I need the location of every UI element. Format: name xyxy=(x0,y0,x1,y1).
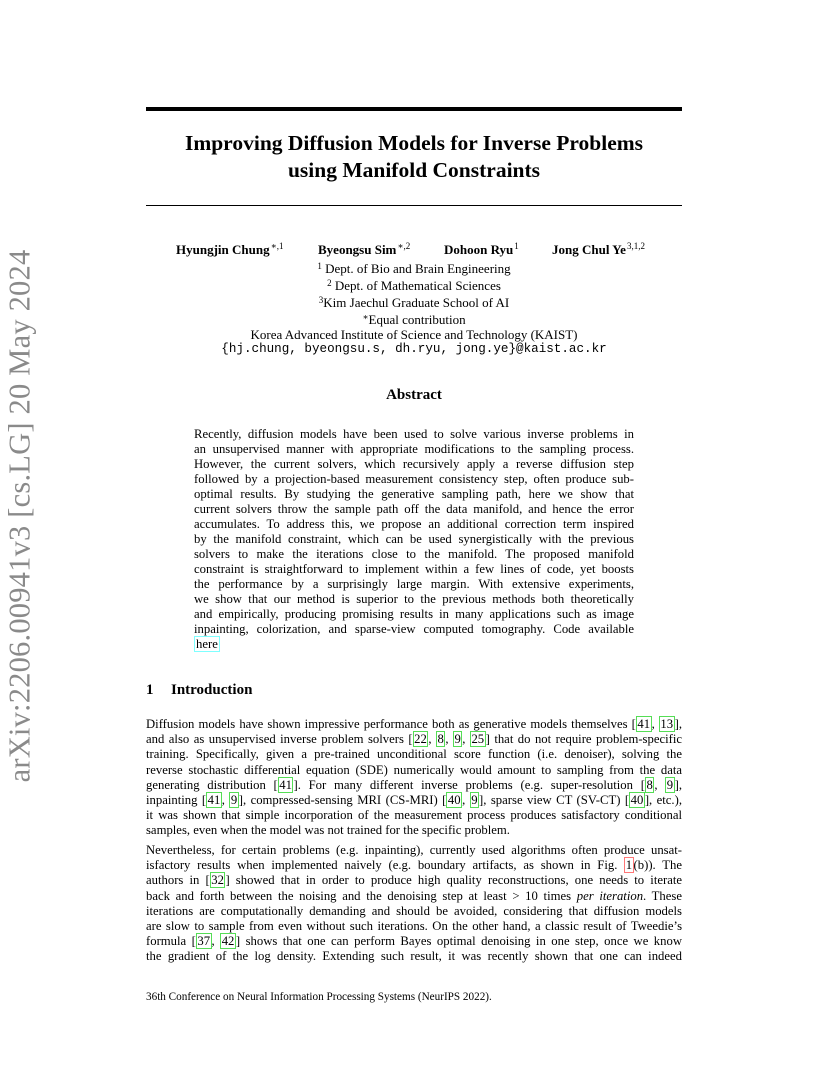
text-run: ], compressed-sensing MRI (CS-MRI) [ xyxy=(238,793,447,808)
citation-link[interactable]: 40 xyxy=(447,793,461,808)
author-list xyxy=(146,241,682,261)
author-2 xyxy=(318,241,410,258)
text-run: ], etc.), xyxy=(644,793,682,808)
affiliation-3 xyxy=(146,293,682,310)
abstract-line: constraint is straightforward to implement within a few lines of code, yet boosts xyxy=(194,562,634,576)
citation-link[interactable]: 13 xyxy=(660,717,674,731)
paper-title xyxy=(146,130,682,184)
citation-link[interactable]: 41 xyxy=(207,793,221,808)
affiliation-text: Dept. of Bio and Brain Engineering xyxy=(321,261,511,276)
citation-link[interactable]: 32 xyxy=(211,873,224,888)
abstract-line: the performance by a surprisingly large margin. With extensive experiments, xyxy=(194,577,634,591)
affiliation-text: Kim Jaechul Graduate School of AI xyxy=(323,295,510,310)
paragraph-line xyxy=(146,732,682,747)
paragraph-line: training. Specifically, given a pre-trained unconditional score function (i.e. denoiser), solving the xyxy=(146,747,682,762)
text-run: (b)). The xyxy=(633,858,683,873)
text-run: Diffusion models have shown impressive performance both as generative models themselves [ xyxy=(146,717,636,731)
section-number: 1 xyxy=(146,682,154,698)
author-4 xyxy=(552,241,645,258)
title-line-1: Improving Diffusion Models for Inverse Problems xyxy=(184,131,644,155)
citation-link[interactable]: 22 xyxy=(414,732,427,747)
abstract-line: current solvers throw the sample path off the data manifold, and hence the error xyxy=(194,502,634,516)
citation-link[interactable]: 41 xyxy=(279,777,292,792)
affiliation-marker: 1 xyxy=(317,261,322,271)
paragraph-line: it was shown that simple incorporation of the measurement process produces satisfactory conditional xyxy=(146,808,682,823)
paragraph-line xyxy=(146,858,682,873)
citation-link[interactable]: 41 xyxy=(637,717,651,731)
text-run: , xyxy=(428,732,436,747)
text-run: back and forth between the noising and the denoising step at least > 10 times xyxy=(146,888,577,903)
affiliation-text: Dept. of Mathematical Sciences xyxy=(331,278,501,293)
text-run: ], xyxy=(674,717,682,731)
affiliation-1 xyxy=(146,259,682,276)
title-line-2: using Manifold Constraints xyxy=(287,158,541,182)
abstract-line: inpainting, colorization, and sparse-view computed tomography. Code available xyxy=(194,622,634,636)
citation-link[interactable]: 9 xyxy=(666,777,674,792)
figure-reference-link[interactable]: 1 xyxy=(625,858,633,873)
affiliations xyxy=(146,259,682,357)
text-run: ] that do not require problem-specific xyxy=(485,732,682,747)
paragraph-line: iterations are computationally demanding and should be avoided, considering that diffusion models xyxy=(146,903,682,918)
citation-link[interactable]: 37 xyxy=(197,934,211,949)
affiliation-2 xyxy=(146,276,682,293)
author-marker: 1 xyxy=(514,241,519,251)
paragraph-line: Nevertheless, for certain problems (e.g. inpainting), currently used algorithms often produce unsat- xyxy=(146,843,682,857)
citation-link[interactable]: 8 xyxy=(646,777,653,792)
author-3 xyxy=(444,241,519,258)
citation-link[interactable]: 42 xyxy=(221,934,235,949)
abstract-line: solvers to make the iterations close to the manifold. The proposed manifold xyxy=(194,547,634,561)
text-run: , xyxy=(445,732,453,747)
citation-link[interactable]: 9 xyxy=(471,793,478,808)
text-run: , xyxy=(654,777,666,792)
text-run: , xyxy=(462,732,470,747)
text-run: inpainting [ xyxy=(146,793,207,808)
affiliation-text: Equal contribution xyxy=(368,312,466,327)
section-heading-introduction xyxy=(146,682,252,699)
paragraph-line xyxy=(146,778,682,793)
text-run: ]. For many different inverse problems (e.g. super-resolution [ xyxy=(293,777,645,792)
abstract-line: by the manifold constraint, which can be used synergistically with the previous xyxy=(194,532,634,546)
author-name: Dohoon Ryu xyxy=(444,242,514,257)
paragraph-line xyxy=(146,717,682,732)
abstract-last-line xyxy=(194,637,634,652)
paragraph-line: are slow to sample from even without such iterations. On the other hand, a classic result of Tweedie’s xyxy=(146,919,682,934)
code-link[interactable]: here xyxy=(196,637,218,651)
text-run: isfactory results when implemented naively (e.g. boundary artifacts, as shown in Fig. xyxy=(146,858,625,873)
text-run: ] showed that in order to produce high quality reconstructions, one needs to iterate xyxy=(225,873,682,888)
author-marker: 3,1,2 xyxy=(626,241,645,251)
author-1 xyxy=(176,241,283,258)
text-run: formula [ xyxy=(146,934,196,949)
affiliation-marker: 2 xyxy=(327,278,332,288)
abstract-line: accumulates. To address this, we propose an additional correction term inspired xyxy=(194,517,634,531)
abstract-line: and empirically, producing promising results in many applications such as image xyxy=(194,607,634,621)
citation-link[interactable]: 9 xyxy=(230,793,238,808)
abstract-line: an unsupervised manner with appropriate modifications to the sampling process. xyxy=(194,442,634,456)
paragraph-line: reverse stochastic differential equation (SDE) numerically would amount to sampling from the data xyxy=(146,762,682,777)
author-marker: ∗,2 xyxy=(397,241,411,251)
text-run: and also as unsupervised inverse problem solvers [ xyxy=(146,732,413,747)
abstract-line: we show that our method is superior to the previous methods both theoretically xyxy=(194,592,634,606)
paragraph-line xyxy=(146,934,682,949)
paragraph-line xyxy=(146,873,682,888)
text-run: . These xyxy=(643,888,682,903)
text-run: , xyxy=(651,717,659,731)
section-title: Introduction xyxy=(171,682,253,698)
paragraph-line xyxy=(146,889,682,904)
text-run: , xyxy=(462,793,470,808)
institute: Korea Advanced Institute of Science and Technology (KAIST) xyxy=(250,327,578,342)
text-run: authors in [ xyxy=(146,873,210,888)
author-name: Hyungjin Chung xyxy=(176,242,270,257)
text-run: , xyxy=(211,934,221,949)
abstract-line: followed by a projection-based measurement consistency step, often produce sub- xyxy=(194,472,634,486)
abstract-line: However, the current solvers, which recursively apply a reverse diffusion step xyxy=(194,457,634,471)
citation-link[interactable]: 40 xyxy=(630,793,644,808)
paragraph-line xyxy=(146,793,682,808)
citation-link[interactable]: 8 xyxy=(437,732,444,747)
intro-paragraph-2 xyxy=(146,843,682,965)
citation-link[interactable]: 9 xyxy=(454,732,461,747)
author-name: Jong Chul Ye xyxy=(552,242,626,257)
abstract-heading: Abstract xyxy=(386,387,442,403)
author-emails[interactable]: {hj.chung, byeongsu.s, dh.ryu, jong.ye}@kaist.ac.kr xyxy=(221,342,607,356)
emphasized-text: per iteration xyxy=(576,888,644,903)
paragraph-line: samples, even when the model was not trained for the specific problem. xyxy=(146,823,510,838)
intro-paragraph-1 xyxy=(146,717,682,839)
paragraph-line: the gradient of the log density. Extending such result, it was recently shown that one can indeed xyxy=(146,949,682,964)
author-name: Byeongsu Sim xyxy=(318,242,397,257)
text-run: generating distribution [ xyxy=(146,777,278,792)
text-run: , xyxy=(221,793,230,808)
citation-link[interactable]: 25 xyxy=(471,732,485,747)
abstract-line: optimal results. By studying the generative sampling path, here we show that xyxy=(194,487,634,501)
author-marker: ∗,1 xyxy=(270,241,284,251)
arxiv-id-text: arXiv:2206.00941v3 [cs.LG] 20 May 2024 xyxy=(2,249,37,783)
text-run: ], xyxy=(674,777,682,792)
text-run: ], sparse view CT (SV-CT) [ xyxy=(479,793,630,808)
equal-contribution-note xyxy=(146,310,682,327)
conference-footnote: 36th Conference on Neural Information Processing Systems (NeurIPS 2022). xyxy=(146,991,492,1003)
title-top-rule xyxy=(146,107,682,111)
affiliation-marker: ∗ xyxy=(362,312,369,322)
abstract-body xyxy=(194,427,634,652)
abstract-line: Recently, diffusion models have been used to solve various inverse problems in xyxy=(194,427,634,441)
title-bottom-rule xyxy=(146,205,682,206)
text-run: ] shows that one can perform Bayes optimal denoising in one step, once we know xyxy=(235,934,683,949)
affiliation-marker: 3 xyxy=(318,295,324,305)
